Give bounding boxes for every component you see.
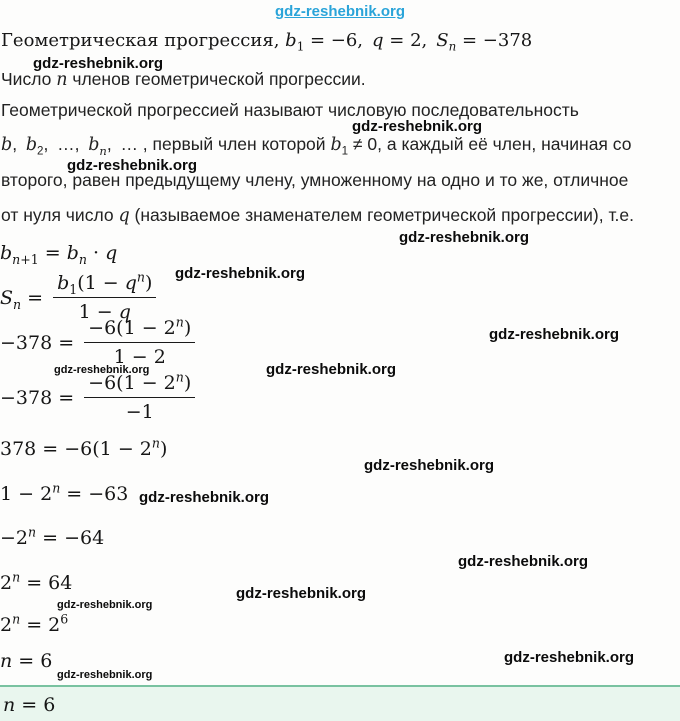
numerator: $b_1(1 - q^n)$ <box>53 272 156 298</box>
watermark: gdz-reshebnik.org <box>54 364 150 376</box>
definition-line-4: от нуля число q (называемое знаменателем геометрической прогрессии), т.е. <box>1 205 634 226</box>
formula-lhs: −378 = <box>0 331 75 354</box>
definition-line-2: b, $b_2$, …, $b_n$, … , первый член которой $b_1 \ne 0$, а каждый её член, начиная со <box>1 134 632 158</box>
watermark: gdz-reshebnik.org <box>266 361 397 378</box>
formula-lhs: −378 = <box>0 386 75 409</box>
watermark: gdz-reshebnik.org <box>175 265 306 282</box>
recurrence-formula: $b_{n+1} = b_n \cdot q$ <box>0 242 118 267</box>
fraction <box>53 269 156 323</box>
answer-box <box>0 685 680 721</box>
site-watermark-link[interactable]: gdz-reshebnik.org <box>274 3 406 20</box>
denominator: 1 − q <box>78 301 131 323</box>
solution-step-3: $378 = -6(1 - 2^n)$ <box>0 435 168 460</box>
fraction <box>84 369 195 423</box>
problem-statement: Геометрическая прогрессия, $b_1 = -6$, q = 2, $S_n = -378$ <box>1 30 533 54</box>
watermark: gdz-reshebnik.org <box>139 489 270 506</box>
watermark: gdz-reshebnik.org <box>364 457 495 474</box>
watermark: gdz-reshebnik.org <box>57 669 153 681</box>
formula-lhs: $S_n$ = <box>0 286 44 312</box>
solution-step-1 <box>0 314 195 368</box>
solution-step-4: $1 - 2^n = -63$ <box>0 480 129 505</box>
watermark: gdz-reshebnik.org <box>33 55 164 72</box>
solution-step-8: n = 6 <box>0 650 53 672</box>
sum-formula <box>0 269 156 323</box>
numerator: $-6(1 - 2^n)$ <box>84 317 195 343</box>
watermark: gdz-reshebnik.org <box>458 553 589 570</box>
solution-step-6: $2^n = 64$ <box>0 569 73 594</box>
definition-line-1: Геометрической прогрессией называют числовую последовательность <box>1 100 579 120</box>
denominator: −1 <box>125 401 154 423</box>
watermark: gdz-reshebnik.org <box>399 229 530 246</box>
watermark: gdz-reshebnik.org <box>352 118 483 135</box>
watermark: gdz-reshebnik.org <box>504 649 635 666</box>
task-line: Число n членов геометрической прогрессии. <box>1 69 366 90</box>
watermark: gdz-reshebnik.org <box>489 326 620 343</box>
numerator: $-6(1 - 2^n)$ <box>84 372 195 398</box>
watermark: gdz-reshebnik.org <box>57 599 153 611</box>
watermark: gdz-reshebnik.org <box>67 157 198 174</box>
definition-line-3: второго, равен предыдущему члену, умноженному на одно и то же, отличное <box>1 170 629 190</box>
solution-step-5: $-2^n = -64$ <box>0 524 105 549</box>
fraction <box>84 314 195 368</box>
answer-value: n = 6 <box>3 694 56 716</box>
watermark: gdz-reshebnik.org <box>236 585 367 602</box>
denominator: 1 − 2 <box>113 346 166 368</box>
solution-step-7: $2^n = 2^6$ <box>0 611 69 636</box>
